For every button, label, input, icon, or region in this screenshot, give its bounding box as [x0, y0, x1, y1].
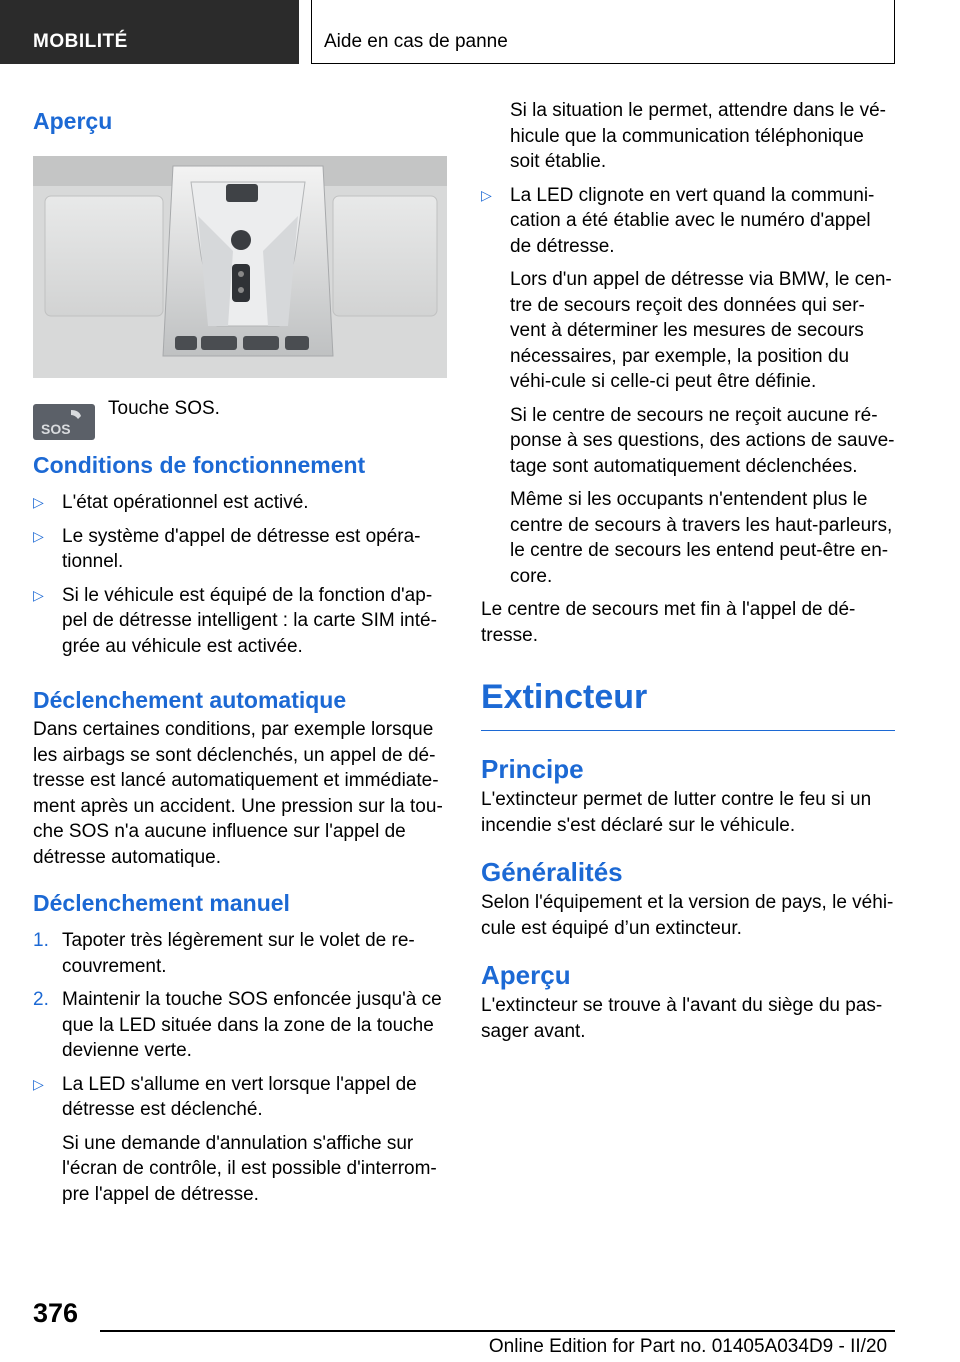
right-column	[481, 98, 895, 1044]
triangle-bullet-icon: ▷	[33, 527, 44, 544]
list-item: ▷ Si le véhicule est équipé de la fonction d'ap‐pel de détresse intelligent : la carte SIM inté‐grée au véhicule est activée.	[33, 584, 437, 657]
overview-text-2: L'extincteur se trouve à l'avant du siège du pas‐sager avant.	[481, 995, 883, 1042]
general-text: Selon l'équipement et la version de pays, le véhi‐cule est équipé d’un extincteur.	[481, 892, 894, 939]
overview-heading-2: Aperçu	[481, 960, 571, 990]
wait-note: Si la situation le permet, attendre dans le vé‐hicule que la communication téléphonique soit établie.	[510, 100, 886, 172]
no-answer-note: Si le centre de secours ne reçoit aucune ré‐ponse à ses questions, des actions de sauve‐tage sont automatiquement déclenchées.	[510, 404, 895, 477]
triangle-bullet-icon: ▷	[33, 586, 44, 603]
call-end-text: Le centre de secours met fin à l'appel de dé‐tresse.	[481, 599, 856, 646]
principle-text: L'extincteur permet de lutter contre le feu si un incendie s'est déclaré sur le véhicule.	[481, 789, 872, 836]
step-number: 1.	[33, 930, 49, 951]
sos-key-row	[33, 398, 447, 442]
page-header	[0, 0, 960, 66]
list-item: ▷ L'état opérationnel est activé.	[33, 490, 447, 516]
section-tab: MOBILITÉ	[0, 0, 299, 64]
sos-icon-label: SOS	[41, 421, 71, 437]
footer-divider	[100, 1330, 895, 1332]
triangle-bullet-icon: ▷	[481, 186, 492, 203]
list-item: ▷ Le système d'appel de détresse est opéra‐tionnel.	[33, 525, 421, 572]
list-item: ▷ La LED s'allume en vert lorsque l'appel de détresse est déclenché.	[33, 1073, 417, 1120]
edition-note: Online Edition for Part no. 01405A034D9 - II/20	[488, 1336, 888, 1357]
triangle-bullet-icon: ▷	[33, 494, 44, 510]
sos-button-icon	[33, 404, 95, 440]
step-item: 1. Tapoter très légèrement sur le volet de re‐couvrement.	[33, 930, 415, 977]
cancel-note: Si une demande d'annulation s'affiche sur l'écran de contrôle, il est possible d'interrom‐pre l'appel de détresse.	[62, 1132, 437, 1205]
sos-caption: Touche SOS.	[108, 398, 220, 419]
principle-heading: Principe	[481, 754, 584, 784]
chapter-title: Aide en cas de panne	[311, 0, 895, 64]
auto-trigger-text: Dans certaines conditions, par exemple lorsque les airbags se sont déclenchés, un appel de dé‐tresse est lancé automatiquement et immédiate‐ment après un accident. Une pression sur la tou‐che SOS n'a aucune influence sur l'appel de détresse automatique.	[33, 719, 443, 868]
auto-trigger-heading: Déclenchement automatique	[33, 687, 347, 713]
step-item: 2. Maintenir la touche SOS enfoncée jusqu'à ce que la LED située dans la zone de la touche devienne verte.	[33, 989, 442, 1061]
step-number: 2.	[33, 989, 49, 1010]
overhead-console-illustration	[33, 156, 447, 378]
list-item: ▷ La LED clignote en vert quand la communi‐cation a été établie avec le numéro d'appel de détresse.	[481, 184, 875, 257]
triangle-bullet-icon: ▷	[33, 1075, 44, 1092]
page-number: 376	[33, 1298, 79, 1328]
overview-heading: Aperçu	[33, 108, 113, 134]
occupants-note: Même si les occupants n'entendent plus le centre de secours à travers les haut-parleurs, le centre de secours les entend peut-être en‐core.	[510, 489, 893, 587]
conditions-heading: Conditions de fonctionnement	[33, 452, 366, 478]
overhead-console-photo	[33, 156, 447, 378]
left-column	[33, 98, 447, 1215]
bmw-call-note: Lors d'un appel de détresse via BMW, le cen‐tre de secours reçoit des données qui ser‐vent à déterminer les mesures de secours nécessaires, par exemple, la position du véhi‐cule si celle-ci peut être définie.	[510, 269, 892, 392]
manual-trigger-heading: Déclenchement manuel	[33, 890, 290, 916]
extinguisher-heading: Extincteur	[481, 674, 895, 731]
general-heading: Généralités	[481, 857, 623, 887]
